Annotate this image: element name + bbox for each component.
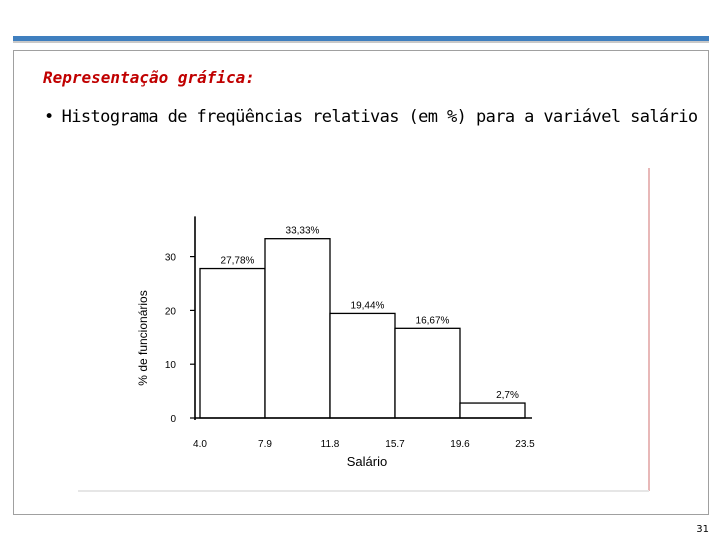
y-tick-label: 0	[170, 414, 176, 425]
x-tick-label: 4.0	[193, 439, 207, 450]
histogram-bar	[395, 328, 460, 418]
x-tick-label: 19.6	[450, 439, 470, 450]
y-axis-title: % de funcionários	[136, 290, 150, 386]
y-tick-label: 30	[164, 252, 176, 264]
bar-value-label: 19,44%	[350, 300, 385, 312]
x-axis-title: Salário	[346, 454, 388, 469]
bar-value-label: 2,7%	[496, 390, 519, 402]
bar-value-label: 27,78%	[220, 255, 255, 267]
histogram-bar	[330, 313, 395, 418]
x-tick-label: 23.5	[515, 439, 535, 450]
bullet-icon: •	[44, 107, 54, 127]
x-tick-label: 11.8	[320, 439, 340, 450]
histogram-bar	[200, 269, 265, 418]
bar-value-label: 33,33%	[285, 225, 320, 237]
x-tick-label: 7.9	[258, 439, 272, 450]
histogram-bar	[460, 403, 525, 418]
x-tick-label: 15.7	[385, 439, 405, 450]
histogram-bar	[265, 239, 330, 418]
y-tick-label: 10	[164, 360, 176, 372]
page-number: 31	[696, 524, 709, 535]
bar-value-label: 16,67%	[415, 315, 450, 327]
section-heading: Representação gráfica:	[43, 68, 255, 87]
y-tick-label: 20	[164, 306, 176, 318]
bullet-text: Histograma de freqüências relativas (em %) para a variável salário	[61, 107, 698, 127]
